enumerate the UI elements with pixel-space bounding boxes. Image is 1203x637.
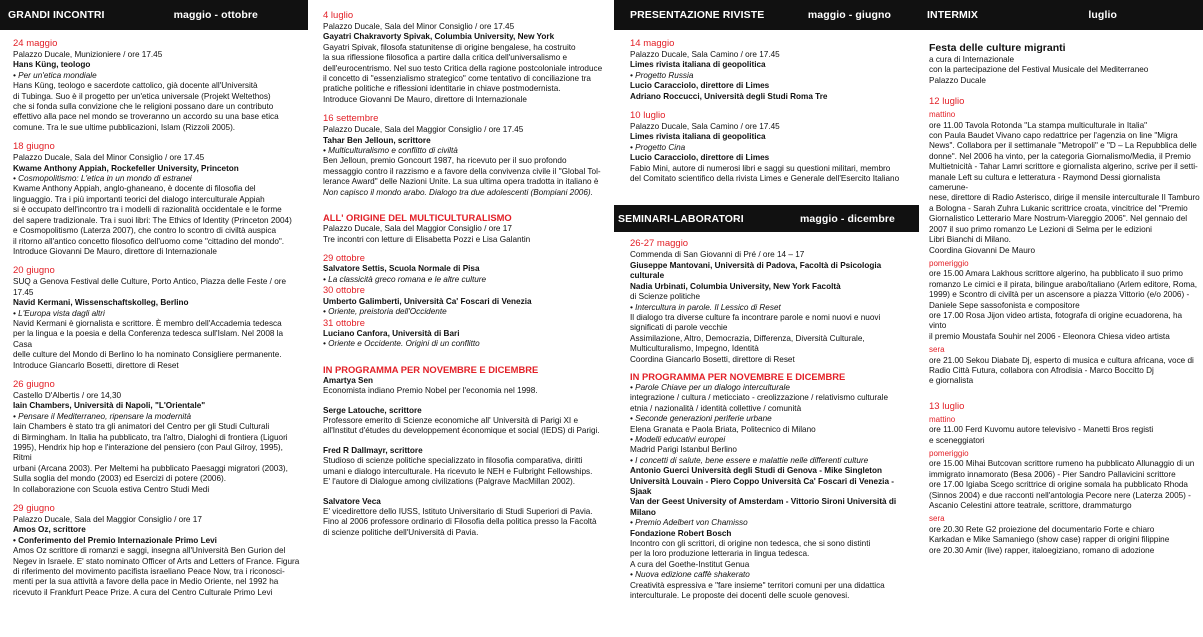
text-line: Gayatri Spivak, filosofa statunitense di origine bengalese, ha costruito <box>323 42 576 52</box>
column-grandi-incontri-cont <box>317 0 614 538</box>
text-line: Incontro con gli scrittori, di origine non tedesca, che si sono distinti <box>630 539 871 549</box>
program-item <box>323 446 610 488</box>
text-line: • Per un'etica mondiale <box>13 70 97 80</box>
time-label: mattino <box>929 110 956 120</box>
text-line: Navid Kermani è giornalista e scrittore. È membro dell'Accademia tedesca <box>13 318 282 328</box>
text-line: Libri Bianchi di Milano. <box>929 235 1011 245</box>
section-period: maggio - ottobre <box>173 8 258 21</box>
text-line: • Progetto Russia <box>630 70 694 80</box>
text-line: Amos Oz, scrittore <box>13 525 86 535</box>
text-line: ore 11.00 Tavola Rotonda "La stampa multiculturale in Italia" <box>929 120 1148 130</box>
multiculturalism-title: ALL' ORIGINE DEL MULTICULTURALISMO <box>323 212 512 224</box>
text-line: e sceneggiatori <box>929 435 985 445</box>
text-line: Non capisco il mondo arabo. Dialogo tra due adolescenti (Bompiani 2006). <box>323 187 593 197</box>
event-date: 24 maggio <box>13 38 58 49</box>
text-line: Radio Città Futura, collabora con Afrodisia - Marco Boccitto Dj <box>929 365 1154 375</box>
text-line: E' vicedirettore dello IUSS, Istituto Universitario di Studi Superiori di Pavia. <box>323 506 593 516</box>
text-line: • Oriente, preistoria dell'Occidente <box>323 307 447 317</box>
text-line: Studioso di scienze politiche specializzato in filosofia comparativa, diritti <box>323 456 583 466</box>
text-line: etnia / nazionalità / identità collettive / comunità <box>630 403 802 413</box>
text-line: • Progetto Cina <box>630 142 686 152</box>
text-line: Palazzo Ducale, Sala del Minor Consiglio / ore 17.45 <box>323 22 515 31</box>
text-line: Lucio Caracciolo, direttore di Limes <box>630 153 770 163</box>
text-line: e Cosmopolitismo (Laterza 2007), che contro lo scontro di civiltà auspica <box>13 226 277 236</box>
text-line: A cura del Goethe-Institut Genua <box>630 559 750 569</box>
text-line: Amartya Sen <box>323 375 374 385</box>
text-line: menti per la sua attività a favore della pace in Medio Oriente, nel 1992 ha <box>13 577 279 587</box>
text-line: con Paula Baudet Vivano capo redattrice per l'agenzia on line "Migra <box>929 131 1178 141</box>
program-item <box>323 376 610 397</box>
text-line: ore 17.00 Igiaba Scego scrittrice di origine somala ha pubblicato Rhoda <box>929 480 1188 490</box>
section-period: maggio - dicembre <box>799 212 895 225</box>
text-line: • Modelli educativi europei <box>630 434 726 444</box>
text-line: ore 17.00 Rosa Jijon video artista, fotografa di origine ecuadorena, ha vinto <box>929 310 1183 331</box>
text-line: delle culture del Mondo di Berlino lo ha nominato Consigliere permanente. <box>13 350 282 360</box>
event-list <box>614 238 919 601</box>
text-line: donne". Nel 2006 ha vinto, per la categoria Giornalismo/Media, il Premio <box>929 151 1191 161</box>
text-line: ore 15.00 Mihai Butcovan scrittore rumeno ha pubblicato Allunaggio di un <box>929 459 1195 469</box>
text-line: 1995), Hendrix hip hop e l'interazione del pensiero (con Paul Gilroy, 1995), Ritmi <box>13 443 283 463</box>
event-item <box>630 38 915 102</box>
event-date: 4 luglio <box>323 10 354 21</box>
text-line: Assimilazione, Altro, Democrazia, Differenza, Diversità Culturale, <box>630 333 865 343</box>
text-line: che si fonda sulla convizione che le religioni possano dare un contributo <box>13 102 274 112</box>
text-line: Amos Oz scrittore di romanzi e saggi, insegna all'Università Ben Gurion del <box>13 546 286 556</box>
event-date: 20 giugno <box>13 265 55 277</box>
text-line: (Sinnos 2004) e due racconti nell'antologia Pecore nere (Laterza 2005) - <box>929 490 1191 500</box>
text-line: Hans Küng, teologo e sacerdote cattolico, già docente all'Università <box>13 81 258 91</box>
text-line: Giornalistico Letterario Mare Nostrum-Viareggio 2006". Nel gennaio del <box>929 214 1188 224</box>
text-line: Kwame Anthony Appiah, Rockefeller University, Princeton <box>13 163 239 173</box>
text-line: Sulla soglia del mondo (2003) ed Esercizi di potere (2006). <box>13 474 226 484</box>
text-line: il ritorno all'antico concetto filosofico dell'uomo come "cittadino del mondo". <box>13 236 285 246</box>
text-line: • Cosmopolitismo: L'etica in un mondo di estranei <box>13 174 192 184</box>
text-line: SUQ a Genova Festival delle Culture, Porto Antico, Piazza delle Feste / ore 17.45 <box>13 277 287 297</box>
time-label: mattino <box>929 414 956 424</box>
section-header-seminari <box>614 205 919 232</box>
text-line: Fred R Dallmayr, scrittore <box>323 445 423 455</box>
event-date: 18 giugno <box>13 141 55 153</box>
text-line: Tre incontri con letture di Elisabetta Pozzi e Lisa Galantin <box>323 234 531 244</box>
text-line: per la loro produzione letteraria in lingua tedesca. <box>630 549 810 559</box>
text-line: Economista indiano Premio Nobel per l'economia nel 1998. <box>323 386 538 396</box>
text-line: si è occupato dell'incontro tra i modelli di razionalità occidentale e le forme <box>13 205 282 215</box>
event-date: 26-27 maggio <box>630 238 689 250</box>
text-line: • La classicità greco romana e le altre culture <box>323 274 487 284</box>
event-date: 29 ottobre <box>323 252 365 263</box>
text-line: ore 20.30 Rete G2 proiezione del documentario Forte e chiaro <box>929 524 1155 534</box>
text-line: significati di parole vecchie <box>630 323 728 333</box>
text-line: Fino al 2006 professore ordinario di Filosofia della politica presso la Facoltà <box>323 517 597 527</box>
text-line: Introduce Giovanni De Mauro, direttore di Internazionale <box>323 94 527 104</box>
event-date: 14 maggio <box>630 38 675 49</box>
text-line: integrazione / cultura / meticciato - creolizzazione / relativismo culturale <box>630 393 889 403</box>
time-label: pomeriggio <box>929 258 969 268</box>
text-line: • L'Europa vista dagli altri <box>13 308 105 318</box>
text-line: di scienze politiche dell'Università di Pavia. <box>323 527 479 537</box>
text-line: Palazzo Ducale, Sala Camino / ore 17.45 <box>630 50 780 59</box>
section-header <box>919 0 1203 30</box>
text-line: Negev in Israele. E' stato nominato Officer of Arts and Letters of France. Figura <box>13 556 300 566</box>
event-date: 13 luglio <box>929 400 965 412</box>
event-item <box>323 10 610 105</box>
text-line: ricevuto il Frankfurt Peace Prize. A cura del Centro Culturale Primo Levi <box>13 587 273 597</box>
text-line: Hans Küng, teologo <box>13 60 91 70</box>
text-line: di Tubinga. Suo è il progetto per un'etica universale (Projekt Weltethos) <box>13 91 271 101</box>
text-line: Serge Latouche, scrittore <box>323 405 422 415</box>
event-date: 10 luglio <box>630 110 666 122</box>
section-title: SEMINARI-LABORATORI <box>618 212 744 225</box>
text-line: Palazzo Ducale, Sala Camino / ore 17.45 <box>630 122 780 132</box>
text-line: immigrato innamorato (Besa 2006) - Pier Sandro Pallavicini scrittore <box>929 469 1176 479</box>
event-date: 31 ottobre <box>323 317 365 328</box>
event-list <box>0 38 308 598</box>
text-line: e giornalista <box>929 376 974 386</box>
text-line: • I concetti di salute, bene essere e malattie nelle differenti culture <box>630 455 869 465</box>
text-line: Fondazione Robert Bosch <box>630 528 732 538</box>
event-list <box>919 42 1203 556</box>
program-title: IN PROGRAMMA PER NOVEMBRE E DICEMBRE <box>630 370 846 382</box>
text-line: Giuseppe Mantovani, Università di Padova, Facoltà di Psicologia culturale <box>630 260 882 281</box>
text-line: Palazzo Ducale <box>929 75 986 85</box>
text-line: del Comitato scientifico della rivista Limes e Generale dell'Esercito Italiano <box>630 174 900 184</box>
text-line: ore 11.00 Ferd Kuvomu autore televisivo - Manetti Bros registi <box>929 425 1154 435</box>
text-line: 1999) e Scontro di civiltà per un ascensore a piazza Vittorio (e/o 2006) - <box>929 290 1190 300</box>
text-line: urbani (Arcana 2003). Per Meltemi ha pubblicato Paesaggi migratori (2003), <box>13 463 288 473</box>
text-line: Palazzo Ducale, Sala del Minor Consiglio / ore 17.45 <box>13 153 205 163</box>
text-line: Creatività espressiva e "fare insieme" territori comuni per una didattica <box>630 580 885 590</box>
text-line: Van der Geest University of Amsterdam - Vittorio Sironi Università di Milano <box>630 497 897 517</box>
text-line: Umberto Galimberti, Università Ca' Foscari di Venezia <box>323 296 532 306</box>
text-line: di Birmingham. In Italia ha pubblicato, tra l'altro, Dialoghi di frontiera (Liguori <box>13 432 288 442</box>
text-line: In collaborazione con Scuola estiva Centro Studi Medi <box>13 484 210 494</box>
text-line: Daniele Sepe sassofonista e compositore <box>929 300 1080 310</box>
event-item <box>323 285 610 317</box>
text-line: interculturale. Le proposte dei docenti delle scuole genovesi. <box>630 591 850 601</box>
text-line: Nadia Urbinati, Columbia University, New York Facoltà <box>630 281 841 291</box>
text-line: a Bologna - Sarah Zuhra Lukanic scrittrice croata, vincitrice del "Premio <box>929 203 1188 213</box>
text-line: • Nuova edizione caffè shakerato <box>630 570 750 580</box>
text-line: con la partecipazione del Festival Musicale del Mediterraneo <box>929 65 1149 75</box>
festa-title: Festa delle culture migranti <box>929 42 1066 54</box>
text-line: Elena Granata e Paola Briata, Politecnico di Milano <box>630 424 816 434</box>
text-line: Gayatri Chakravorty Spivak, Columbia University, New York <box>323 32 555 42</box>
text-line: Kwame Anthony Appiah, anglo-ghaneano, è docente di filosofia del <box>13 184 256 194</box>
text-line: manale Left su cultura e letteratura - Raymond Dessi giornalista camerune- <box>929 172 1161 193</box>
event-date: 12 luglio <box>929 96 965 108</box>
text-line: dell'eurocentrismo. Nel suo testo Critica della ragione postcoloniale introduce <box>323 63 603 73</box>
section-header <box>614 0 919 30</box>
text-line: Salvatore Settis, Scuola Normale di Pisa <box>323 264 480 274</box>
text-line: per la lingua e la poesia e della Conferenza tedesca sull'Islam. Nel 2008 la Casa <box>13 329 284 349</box>
text-line: • Premio Adelbert von Chamisso <box>630 518 748 528</box>
text-line: romanzo Le cimici e il pirata, bilingue arabo/italiano (Arlem editore, Roma, <box>929 279 1198 289</box>
text-line: il concetto di "essenzialismo strategico" come tentativo di conciliazione tra <box>323 74 591 84</box>
text-line: Limes rivista italiana di geopolitica <box>630 60 766 70</box>
program-item <box>323 497 610 539</box>
section-title: INTERMIX <box>927 8 978 21</box>
text-line: Lucio Caracciolo, direttore di Limes <box>630 81 770 91</box>
text-line: Multietnicità - Tahar Lamri scrittore e giornalista algerino, scrive per il setti- <box>929 162 1198 172</box>
event-item <box>630 238 915 364</box>
text-line: di Scienze politiche <box>630 292 701 302</box>
event-item <box>13 265 302 371</box>
text-line: E' l'autore di Dialogue among civilizations (Palgrave MacMillan 2002). <box>323 477 576 487</box>
text-line: Navid Kermani, Wissenschaftskolleg, Berlino <box>13 298 189 308</box>
text-line: Introduce Giancarlo Bosetti, direttore di Reset <box>13 360 179 370</box>
text-line: • Parole Chiave per un dialogo interculturale <box>630 382 790 392</box>
text-line: Coordina Giovanni De Mauro <box>929 245 1036 255</box>
text-line: all'Institut d'études du developpement économique et social (IEDS) di Parigi. <box>323 426 600 436</box>
text-line: Iain Chambers è stato tra gli animatori del Centro per gli Studi Culturali <box>13 422 270 432</box>
text-line: Professore emerito di Scienze economiche all' Università di Parigi XI e <box>323 416 579 426</box>
text-line: Palazzo Ducale, Sala del Maggior Consiglio / ore 17.45 <box>323 125 524 135</box>
event-date: 26 giugno <box>13 378 55 390</box>
text-line: News". Collabora per il settimanale "Metropoli" e "D – La Repubblica delle <box>929 141 1197 151</box>
column-intermix <box>919 0 1203 556</box>
text-line: Karkadan e Mike Samaniego (show case) rapper di origini filippine <box>929 535 1170 545</box>
event-item <box>13 38 302 133</box>
text-line: ore 20.30 Amir (live) rapper, italoegiziano, romano di adozione <box>929 545 1155 555</box>
event-date: 16 settembre <box>323 113 379 125</box>
text-line: Limes rivista italiana di geopolitica <box>630 132 766 142</box>
section-title: PRESENTAZIONE RIVISTE <box>630 8 765 21</box>
text-line: Tahar Ben Jelloun, scrittore <box>323 135 431 145</box>
text-line: lerance Award" delle Nazioni Unite. La sua ultima opera tradotta in italiano è <box>323 177 599 187</box>
time-label: pomeriggio <box>929 449 969 458</box>
text-line: Palazzo Ducale, Sala del Maggior Consiglio / ore 17 <box>13 515 202 525</box>
section-header <box>0 0 308 30</box>
text-line: Introduce Giovanni De Mauro, direttore di Internazionale <box>13 246 217 256</box>
text-line: • Oriente e Occidente. Origini di un conflitto <box>323 339 480 349</box>
event-date: 30 ottobre <box>323 285 365 296</box>
section-period: maggio - giugno <box>807 8 891 21</box>
text-line: Salvatore Veca <box>323 496 381 506</box>
text-line: Palazzo Ducale, Munizioniere / ore 17.45 <box>13 50 163 59</box>
day-item <box>929 96 1201 387</box>
text-line: Luciano Canfora, Università di Bari <box>323 329 460 339</box>
text-line: ore 21.00 Sekou Diabate Dj, esperto di musica e cultura africana, voce di <box>929 355 1194 365</box>
section-period: luglio <box>1088 8 1117 21</box>
text-line: il premio Moustafa Souhir nel 2006 - Eleonora Chiesa video artista <box>929 331 1170 341</box>
event-item <box>323 113 610 198</box>
program-title: IN PROGRAMMA PER NOVEMBRE E DICEMBRE <box>323 363 539 375</box>
text-line: di riferimento del movimento pacifista israeliano Peace Now, tra i riconosci- <box>13 567 285 577</box>
event-item <box>323 253 610 285</box>
text-line: 2007 il suo primo romanzo Le Lezioni di Selma per le edizioni <box>929 224 1153 234</box>
day-item <box>929 401 1201 556</box>
event-item <box>630 110 915 184</box>
text-line: umani e dialogo interculturale. Ha ricevuto le NEH e Fulbright Fellowships. <box>323 466 593 476</box>
text-line: Il dialogo tra diverse culture fa incontrare parole e nomi nuovi e nuovi <box>630 312 881 322</box>
text-line: a cura di Internazionale <box>929 55 1015 64</box>
text-line: Madrid Parigi Istanbul Berlino <box>630 445 737 455</box>
event-list <box>614 38 919 184</box>
text-line: pratiche politiche e riflessioni identitarie in chiave postmodernista. <box>323 84 561 94</box>
event-list <box>317 0 614 538</box>
text-line: Palazzo Ducale, Sala del Maggior Consiglio / ore 17 <box>323 224 512 234</box>
text-line: ore 15.00 Amara Lakhous scrittore algerino, ha pubblicato il suo primo <box>929 269 1183 279</box>
time-label: sera <box>929 345 945 355</box>
event-item <box>13 379 302 495</box>
text-line: • Intercultura in parole. Il Lessico di Reset <box>630 302 781 312</box>
text-line: Università Louvain - Piero Coppo Università Ca' Foscari di Venezia - Sjaak <box>630 476 895 496</box>
text-line: Commenda di San Giovanni di Pré / ore 14 – 17 <box>630 250 805 260</box>
text-line: Iain Chambers, Università di Napoli, "L'Orientale" <box>13 401 206 411</box>
text-line: Ascanio Celestini attore teatrale, scrittore, drammaturgo <box>929 501 1132 511</box>
text-line: linguaggio. Tra i più importanti teorici del dialogo interculturale Appiah <box>13 194 265 204</box>
text-line: del sapere tradizionale. Tra i suoi libri: The Ethics of Identity (Princeton 2004) <box>13 215 292 225</box>
text-line: • Pensare il Mediterraneo, ripensare la modernità <box>13 411 192 421</box>
event-date: 29 giugno <box>13 503 55 515</box>
section-title: GRANDI INCONTRI <box>8 8 105 21</box>
text-line: effettivo alla pace nel mondo se troveranno un accordo su una base etica <box>13 112 279 122</box>
text-line: Antonio Guerci Università degli Studi di Genova - Mike Singleton <box>630 466 883 476</box>
text-line: nese, direttore di Radio Asterisco, dirige il mensile interculturale Il Tamburo <box>929 193 1200 203</box>
text-line: comune. Tra le sue ultime pubblicazioni, Islam (Rizzoli 2005). <box>13 122 236 132</box>
event-item <box>13 141 302 257</box>
column-presentazione-riviste <box>614 0 919 601</box>
column-grandi-incontri <box>0 0 308 598</box>
text-line: messaggio contro il razzismo e a favore della convivenza civile il "Global Tol- <box>323 166 601 176</box>
event-item <box>13 503 302 598</box>
text-line: Coordina Giancarlo Bosetti, direttore di Reset <box>630 354 795 364</box>
text-line: Adriano Roccucci, Università degli Studi Roma Tre <box>630 91 828 101</box>
event-item <box>323 318 610 350</box>
text-line: • Conferimento del Premio Internazionale Primo Levi <box>13 535 217 545</box>
text-line: la sua riflessione filosofica a partire dalla critica dell'universalismo e <box>323 53 568 63</box>
text-line: Castello D'Albertis / ore 14,30 <box>13 390 122 400</box>
text-line: Ben Jelloun, premio Goncourt 1987, ha ricevuto per il suo profondo <box>323 156 567 166</box>
program-item <box>323 406 610 437</box>
time-label: sera <box>929 514 945 524</box>
text-line: • Seconde generazioni periferie urbane <box>630 414 772 424</box>
text-line: Multiculturalismo, Impegno, Identità <box>630 344 759 354</box>
text-line: Fabio Mini, autore di numerosi libri e saggi su questioni militari, membro <box>630 163 891 173</box>
text-line: • Multiculturalismo e conflitto di civiltà <box>323 146 458 156</box>
